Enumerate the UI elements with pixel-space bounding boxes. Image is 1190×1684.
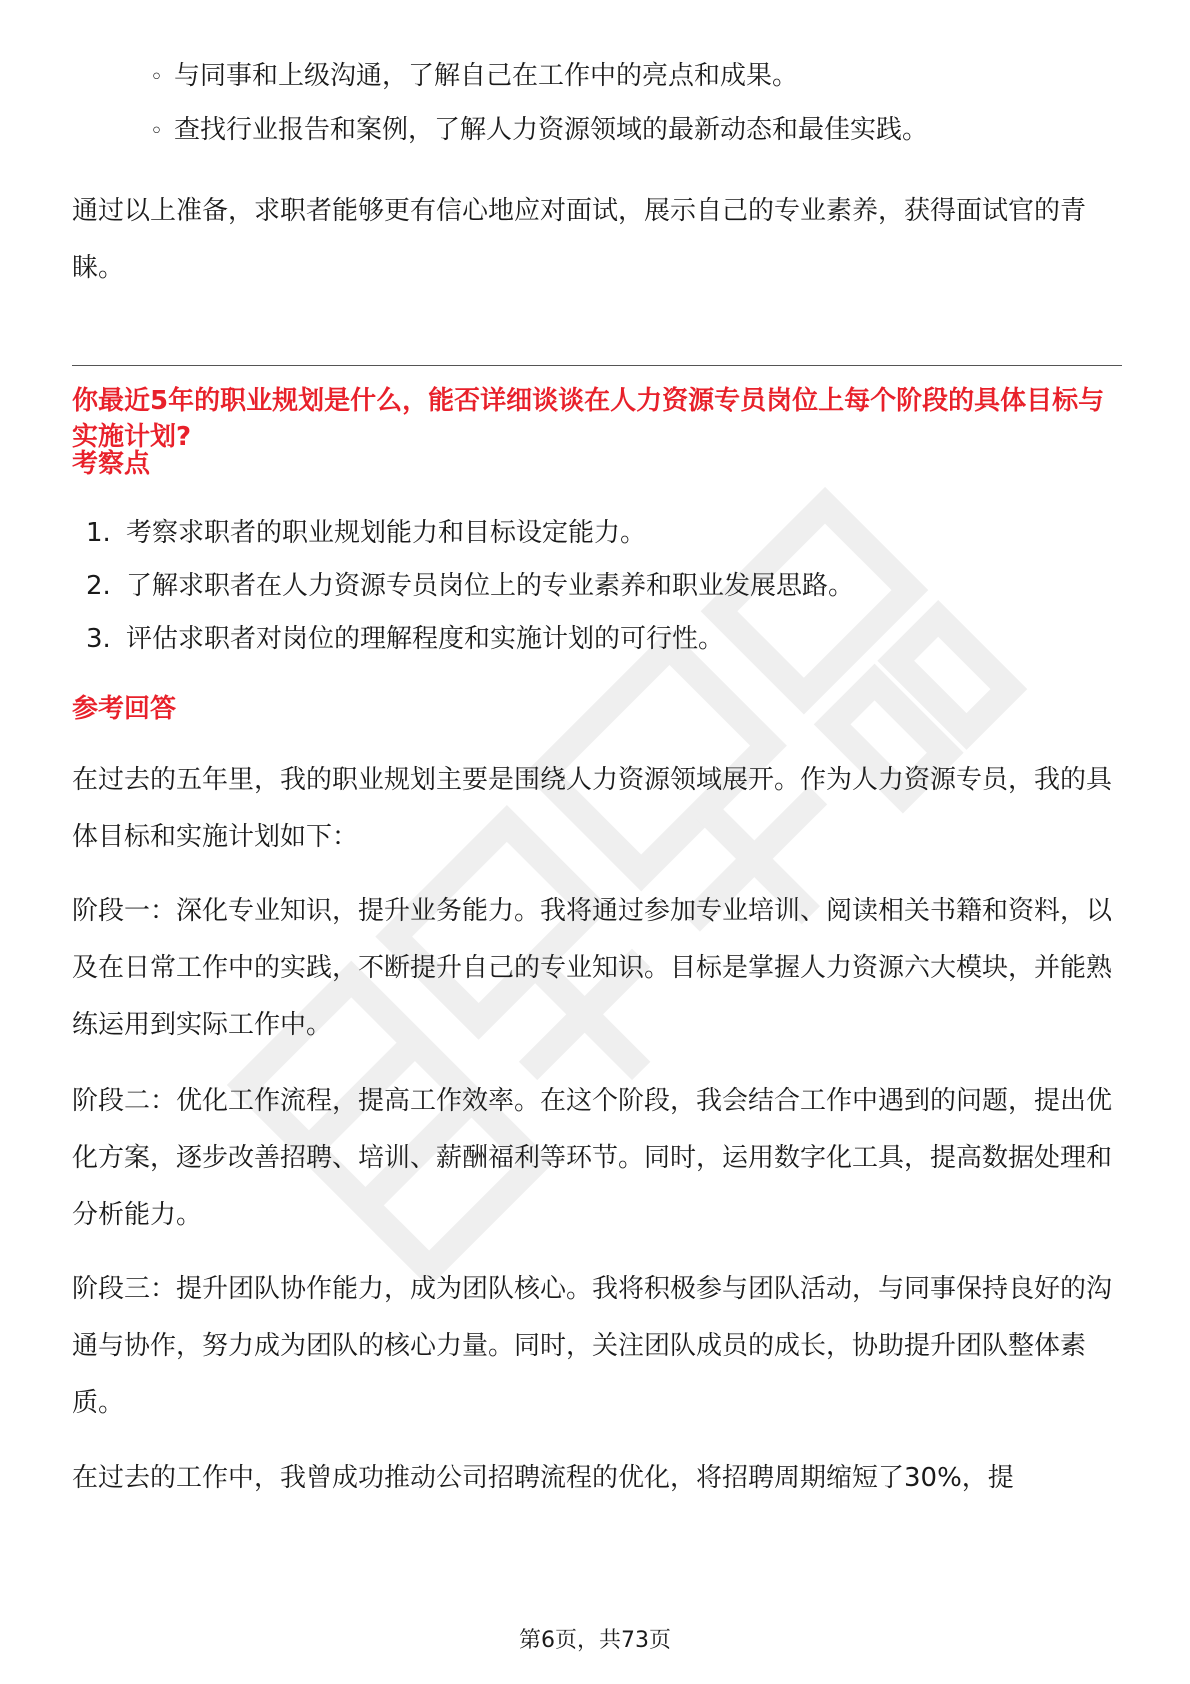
answer-paragraph: 在过去的工作中，我曾成功推动公司招聘流程的优化，将招聘周期缩短了30%，提: [72, 1463, 1014, 1493]
page-number: 第6页，共73页: [519, 1628, 671, 1653]
interview-question: 你最近5年的职业规划是什么，能否详细谈谈在人力资源专员岗位上每个阶段的具体目标与实施计划?: [72, 386, 1105, 452]
list-number: 3.: [86, 624, 111, 654]
list-item: [86, 619, 724, 659]
answer-heading: 参考回答: [72, 694, 177, 724]
hollow-bullet-icon: ◦: [150, 65, 163, 90]
list-item: [86, 566, 854, 606]
list-item-text: 与同事和上级沟通，了解自己在工作中的亮点和成果。: [174, 61, 799, 91]
list-number: 2.: [86, 571, 111, 601]
list-item-text: 评估求职者对岗位的理解程度和实施计划的可行性。: [126, 624, 725, 654]
list-item: [150, 110, 928, 152]
list-item: [150, 56, 798, 98]
answer-paragraph: 阶段三：提升团队协作能力，成为团队核心。我将积极参与团队活动，与同事保持良好的沟通与协作，努力成为团队的核心力量。同时，关注团队成员的成长，协助提升团队整体素质。: [72, 1274, 1113, 1418]
answer-paragraph: 阶段二：优化工作流程，提高工作效率。在这个阶段，我会结合工作中遇到的问题，提出优化方案，逐步改善招聘、培训、薪酬福利等环节。同时，运用数字化工具，提高数据处理和分析能力。: [72, 1086, 1113, 1230]
list-item-text: 考察求职者的职业规划能力和目标设定能力。: [126, 518, 647, 548]
focus-heading: 考察点: [72, 449, 151, 479]
list-item-text: 了解求职者在人力资源专员岗位上的专业素养和职业发展思路。: [126, 571, 855, 601]
summary-paragraph: 通过以上准备，求职者能够更有信心地应对面试，展示自己的专业素养，获得面试官的青睐。: [72, 196, 1087, 283]
hollow-bullet-icon: ◦: [150, 119, 163, 144]
list-item: [86, 513, 646, 553]
answer-paragraph: 在过去的五年里，我的职业规划主要是围绕人力资源领域展开。作为人力资源专员，我的具体目标和实施计划如下：: [72, 765, 1113, 852]
list-item-text: 查找行业报告和案例，了解人力资源领域的最新动态和最佳实践。: [174, 115, 929, 145]
answer-paragraph: 阶段一：深化专业知识，提升业务能力。我将通过参加专业培训、阅读相关书籍和资料，以及在日常工作中的实践，不断提升自己的专业知识。目标是掌握人力资源六大模块，并能熟练运用到实际工作中。: [72, 896, 1113, 1040]
section-divider: [72, 365, 1122, 366]
list-number: 1.: [86, 518, 111, 548]
